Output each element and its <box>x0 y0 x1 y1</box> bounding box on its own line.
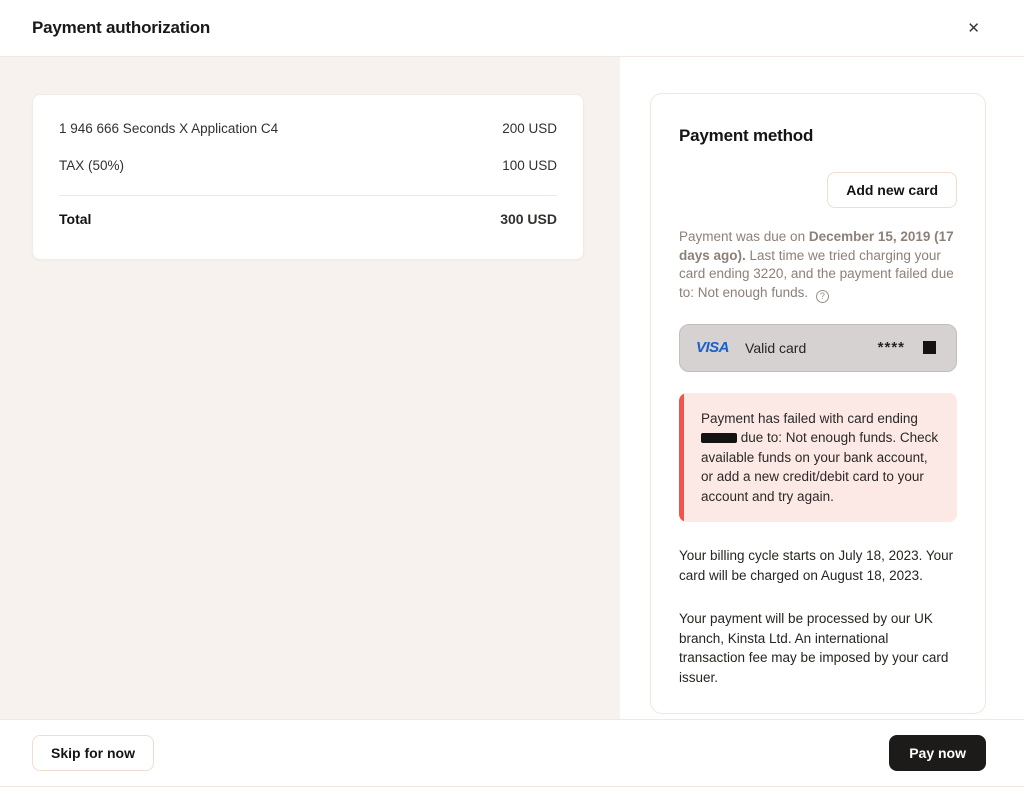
payment-failed-alert <box>679 393 957 523</box>
invoice-tax-amount: 100 USD <box>502 158 557 173</box>
close-icon[interactable]: ✕ <box>963 17 984 40</box>
billing-cycle-note: Your billing cycle starts on July 18, 2023. Your card will be charged on August 18, 2023. <box>679 548 954 583</box>
invoice-divider <box>59 195 557 196</box>
invoice-total-row <box>59 211 557 227</box>
pay-now-button[interactable]: Pay now <box>889 735 986 771</box>
page-title: Payment authorization <box>32 18 211 37</box>
card-status-label: Valid card <box>745 339 807 356</box>
invoice-tax-row <box>59 158 557 173</box>
add-card-row <box>679 172 957 208</box>
visa-logo-icon: VISA <box>696 339 730 356</box>
payment-method-card <box>650 93 986 714</box>
card-last4-redacted-block <box>923 341 936 354</box>
invoice-total-amount: 300 USD <box>500 211 557 227</box>
invoice-summary-card <box>32 94 584 260</box>
due-notice-date: December 15, 2019 (17 days ago). <box>679 229 954 263</box>
modal-header <box>0 0 1024 57</box>
error-prefix: Payment has failed with card ending <box>701 410 918 426</box>
saved-card-option[interactable] <box>679 324 957 372</box>
invoice-item-label: 1 946 666 Seconds X Application C4 <box>59 121 279 136</box>
card-masked-digits: **** <box>877 339 905 356</box>
help-icon[interactable]: ? <box>816 290 829 303</box>
due-notice-prefix: Payment was due on <box>679 229 809 244</box>
payment-method-pane <box>620 57 1024 719</box>
invoice-line-item <box>59 121 557 136</box>
modal-body <box>0 57 1024 719</box>
add-new-card-button[interactable]: Add new card <box>827 172 957 208</box>
due-notice-suffix: Last time we tried charging your card ending 3220, and the payment failed due to: Not enough funds. <box>679 247 954 300</box>
processing-note: Your payment will be processed by our UK branch, Kinsta Ltd. An international transaction fee may be imposed by your card issuer. <box>679 611 949 685</box>
invoice-total-label: Total <box>59 211 92 227</box>
error-card-redacted-block <box>701 433 737 443</box>
error-suffix: due to: Not enough funds. Check available funds on your bank account, or add a new credit/debit card to your account and try again. <box>701 430 939 504</box>
payment-method-heading: Payment method <box>679 126 814 145</box>
payment-due-notice <box>679 228 957 303</box>
modal-footer <box>0 719 1024 787</box>
invoice-tax-label: TAX (50%) <box>59 158 125 173</box>
invoice-item-amount: 200 USD <box>502 121 557 136</box>
order-summary-pane <box>0 57 620 719</box>
skip-for-now-button[interactable]: Skip for now <box>32 735 154 771</box>
